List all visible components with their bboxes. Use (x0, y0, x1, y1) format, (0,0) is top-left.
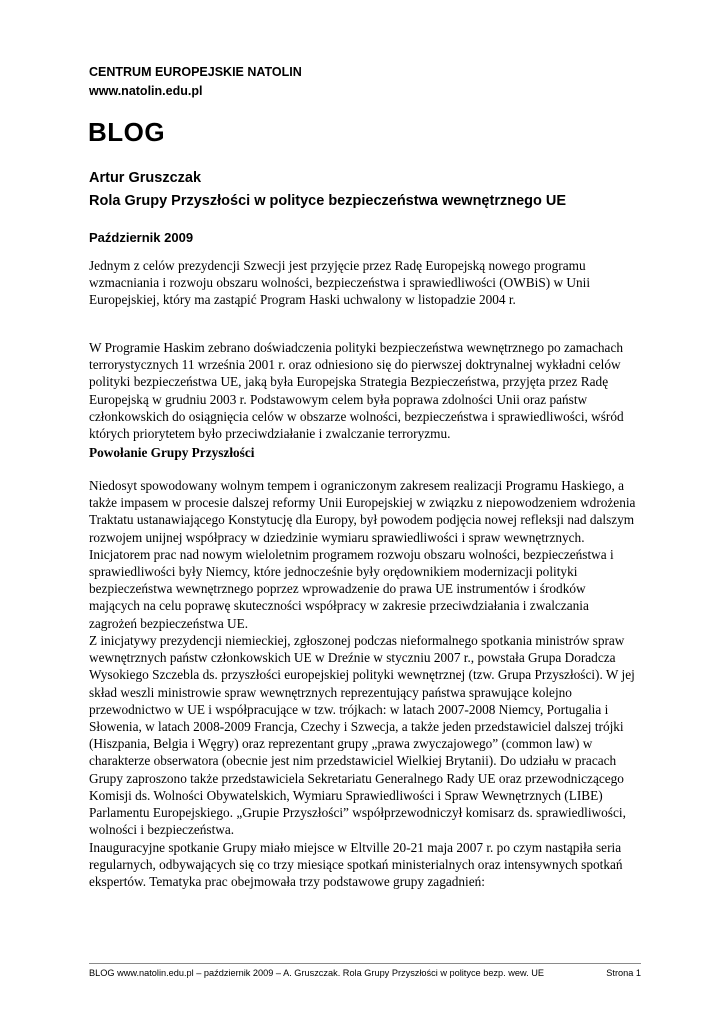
paragraph-line: skład weszli ministrowie spraw wewnętrznych reprezentujący państwa sprawujące kolejno (89, 684, 572, 700)
paragraph-line: (Hiszpania, Belgia i Węgry) oraz reprezentant grupy „prawa zwyczajowego” (common law) w (89, 736, 593, 752)
blog-title: BLOG (88, 117, 166, 147)
paragraph-line: charakterze obserwatora (obecnie jest nim przedstawiciel Wielkiej Brytanii). Do udziału w pracach (89, 753, 617, 769)
paragraph-2 (89, 339, 649, 442)
paragraph-line: Europejskiej, który ma zastąpić Program Haski uchwalony w listopadzie 2004 r. (89, 292, 516, 308)
paragraph-line: regularnych, odbywających się co trzy miesiące spotkań ministerialnych oraz intensywnych spotkań (89, 857, 623, 873)
paragraph-4 (89, 632, 649, 838)
paragraph-line: W Programie Haskim zebrano doświadczenia polityki bezpieczeństwa wewnętrznego po zamachach (89, 340, 623, 355)
paragraph-line: Parlamentu Europejskiego. „Grupie Przyszłości” współprzewodniczył komisarz ds. sprawiedliwości, (89, 805, 626, 821)
paragraph-line: bezpieczeństwa wewnętrznego poprzez wprowadzenie do prawa UE instrumentów i środków (89, 581, 586, 597)
paragraph-line: terrorystycznych 11 września 2001 r. oraz odniesiono się do pierwszej doktrynalnej wykładni celów (89, 357, 621, 373)
paragraph-line: przewodnictwo w UE i współpracujące w tzw. trójkach: w latach 2007-2008 Niemcy, Portugalia i (89, 701, 609, 717)
paragraph-line: Europejską w grudniu 2003 r. Podstawowym celem była poprawa zdolności Unii oraz państw (89, 391, 588, 407)
article-heading (89, 167, 566, 213)
paragraph-5 (89, 839, 649, 891)
page-number: Strona 1 (606, 968, 641, 978)
author-name: Artur Gruszczak (89, 170, 202, 186)
paragraph-line: Z inicjatywy prezydencji niemieckiej, zgłoszonej podczas nieformalnego spotkania ministrów spraw (89, 633, 625, 648)
paragraph-line: Wysokiego Szczebla ds. przyszłości europejskiej polityki wewnętrznej (tzw. Grupa Przyszłości). W jej (89, 667, 635, 683)
article-title: Rola Grupy Przyszłości w polityce bezpieczeństwa wewnętrznego UE (89, 193, 567, 209)
footer-citation: BLOG www.natolin.edu.pl – październik 2009 – A. Gruszczak. Rola Grupy Przyszłości w polityce bezp. wew. UE (89, 968, 544, 978)
paragraph-line: ekspertów. Tematyka prac obejmowała trzy podstawowe grupy zagadnień: (89, 874, 485, 890)
paragraph-line: wewnętrznych państw członkowskich UE w Dreźnie w styczniu 2007 r., powstała Grupa Doradcza (89, 650, 616, 666)
paragraph-line: rozwojem unijnej współpracy w dziedzinie wymiaru sprawiedliwości i spraw wewnętrznych. (89, 529, 585, 545)
paragraph-line: wolności i bezpieczeństwa. (89, 822, 235, 838)
article-date: Październik 2009 (89, 230, 194, 245)
paragraph-line: wzmacniania i rozwoju obszaru wolności, bezpieczeństwa i sprawiedliwości (OWBiS) w Unii (89, 275, 591, 291)
organization-url: www.natolin.edu.pl (89, 84, 203, 98)
paragraph-line: Grupy zaproszono także przedstawiciela Sekretariatu Generalnego Rady UE oraz przewodniczącego (89, 770, 624, 786)
paragraph-line: także impasem w procesie dalszej reformy Unii Europejskiej w związku z niepowodzeniem wdrożenia (89, 495, 636, 511)
paragraph-line: polityki bezpieczeństwa UE, jaką była Europejska Strategia Bezpieczeństwa, przyjęta przez Radę (89, 374, 609, 390)
footer-divider (89, 963, 641, 964)
paragraph-line: Traktatu ustanawiającego Konstytucję dla Europy, był powodem podjęcia nowej refleksji nad dalszym (89, 512, 635, 528)
paragraph-line: Słowenia, w latach 2008-2009 Francja, Czechy i Szwecja, a także jeden przedstawiciel dalszej trójki (89, 719, 624, 735)
paragraph-line: Jednym z celów prezydencji Szwecji jest przyjęcie przez Radę Europejską nowego programu (89, 258, 586, 273)
paragraph-line: Niedosyt spowodowany wolnym tempem i ograniczonym zakresem realizacji Programu Haskiego, a (89, 478, 625, 493)
paragraph-line: Inicjatorem prac nad nowym wieloletnim programem rozwoju obszaru wolności, bezpieczeństwa i (89, 546, 614, 562)
paragraph-1 (89, 257, 649, 309)
paragraph-line: członkowskich do osiągnięcia celów w obszarze wolności, bezpieczeństwa i sprawiedliwości, wśród (89, 408, 624, 424)
document-header (89, 63, 302, 101)
paragraph-line: Inauguracyjne spotkanie Grupy miało miejsce w Eltville 20-21 maja 2007 r. po czym nastąpiła seria (89, 840, 622, 855)
organization-name: CENTRUM EUROPEJSKIE NATOLIN (89, 65, 302, 79)
paragraph-line: sprawiedliwości były Niemcy, które jednocześnie były orędownikiem modernizacji polityki (89, 564, 578, 580)
paragraph-line: mających na celu poprawę skuteczności współpracy w zakresie przeciwdziałania i zwalczania (89, 598, 589, 614)
section-heading: Powołanie Grupy Przyszłości (89, 445, 255, 460)
paragraph-3 (89, 477, 649, 632)
paragraph-line: zagrożeń bezpieczeństwa UE. (89, 615, 249, 631)
paragraph-line: Komisji ds. Wolności Obywatelskich, Wymiaru Sprawiedliwości i Spraw Wewnętrznych (LIBE) (89, 787, 603, 803)
paragraph-line: których priorytetem było przeciwdziałanie i zwalczanie terroryzmu. (89, 426, 451, 442)
